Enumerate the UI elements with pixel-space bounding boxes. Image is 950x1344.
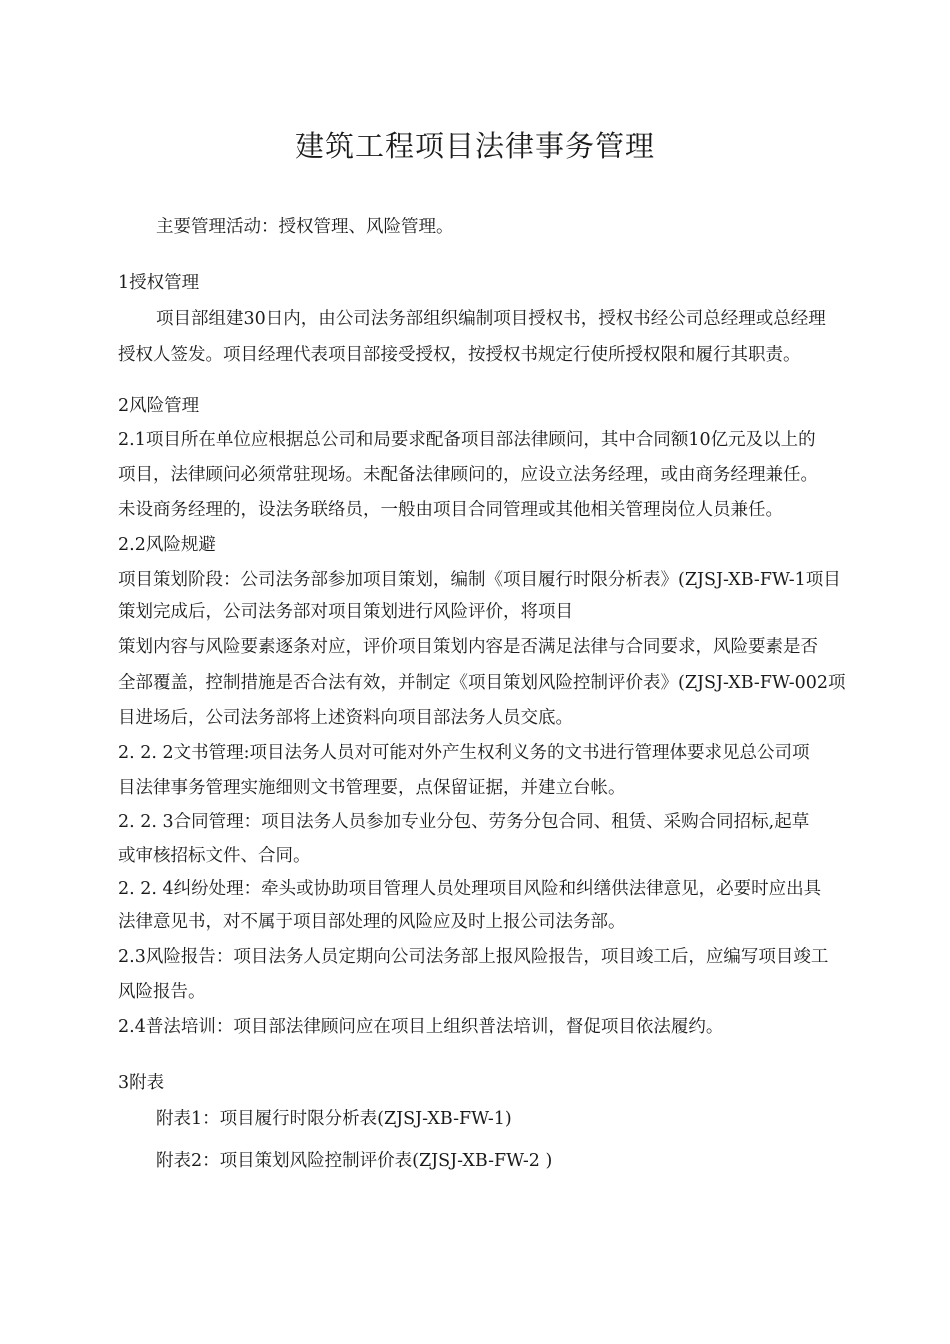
section-2-2-heading: 2.2风险规避 bbox=[118, 535, 216, 555]
section-2-2-2-line-1: 2. 2. 2文书管理:项目法务人员对可能对外产生权利义务的文书进行管理体要求见总公司项 bbox=[118, 743, 810, 763]
section-2-2-line-3: 策划内容与风险要素逐条对应，评价项目策划内容是否满足法律与合同要求，风险要素是否 bbox=[118, 637, 818, 657]
section-3-heading: 3附表 bbox=[118, 1073, 165, 1093]
section-1-heading: 1授权管理 bbox=[118, 273, 200, 293]
section-2-2-line-4: 全部覆盖，控制措施是否合法有效，并制定《项目策划风险控制评价表》(ZJSJ-XB-FW-002项 bbox=[118, 673, 846, 693]
document-title: 建筑工程项目法律事务管理 bbox=[294, 129, 655, 163]
section-2-heading: 2风险管理 bbox=[118, 396, 200, 416]
section-2-4-line-1: 2.4普法培训：项目部法律顾问应在项目上组织普法培训，督促项目依法履约。 bbox=[118, 1017, 724, 1037]
section-2-3-line-2: 风险报告。 bbox=[118, 982, 206, 1002]
section-2-2-4-line-2: 法律意见书，对不属于项目部处理的风险应及时上报公司法务部。 bbox=[118, 912, 626, 932]
appendix-item-1: 附表1：项目履行时限分析表(ZJSJ-XB-FW-1) bbox=[156, 1109, 512, 1129]
section-2-1-line-3: 未设商务经理的，设法务联络员，一般由项目合同管理或其他相关管理岗位人员兼任。 bbox=[118, 500, 783, 520]
intro-paragraph: 主要管理活动：授权管理、风险管理。 bbox=[156, 217, 454, 237]
section-2-1-line-2: 项目，法律顾问必须常驻现场。未配备法律顾问的，应设立法务经理，或由商务经理兼任。 bbox=[118, 465, 818, 485]
section-2-2-line-2: 策划完成后，公司法务部对项目策划进行风险评价，将项目 bbox=[118, 602, 573, 622]
section-2-1-line-1: 2.1项目所在单位应根据总公司和局要求配备项目部法律顾问，其中合同额10亿元及以上的 bbox=[118, 430, 816, 450]
section-2-2-4-line-1: 2. 2. 4纠纷处理：牵头或协助项目管理人员处理项目风险和纠缮供法律意见，必要时应出具 bbox=[118, 879, 822, 899]
section-1-paragraph-line-1: 项目部组建30日内，由公司法务部组织编制项目授权书，授权书经公司总经理或总经理 bbox=[156, 309, 826, 329]
section-2-2-3-line-2: 或审核招标文件、合同。 bbox=[118, 846, 311, 866]
section-2-2-line-5: 目进场后，公司法务部将上述资料向项目部法务人员交底。 bbox=[118, 708, 573, 728]
appendix-item-2: 附表2：项目策划风险控制评价表(ZJSJ-XB-FW-2 ) bbox=[156, 1151, 553, 1171]
section-1-paragraph-line-2: 授权人签发。项目经理代表项目部接受授权，按授权书规定行使所授权限和履行其职责。 bbox=[118, 345, 801, 365]
section-2-2-2-line-2: 目法律事务管理实施细则文书管理要，点保留证据，并建立台帐。 bbox=[118, 778, 626, 798]
section-2-2-line-1: 项目策划阶段：公司法务部参加项目策划，编制《项目履行时限分析表》(ZJSJ-XB-FW-1项目 bbox=[118, 570, 841, 590]
section-2-3-line-1: 2.3风险报告：项目法务人员定期向公司法务部上报风险报告，项目竣工后，应编写项目竣工 bbox=[118, 947, 829, 967]
section-2-2-3-line-1: 2. 2. 3合同管理：项目法务人员参加专业分包、劳务分包合同、租赁、采购合同招标,起草 bbox=[118, 812, 810, 832]
